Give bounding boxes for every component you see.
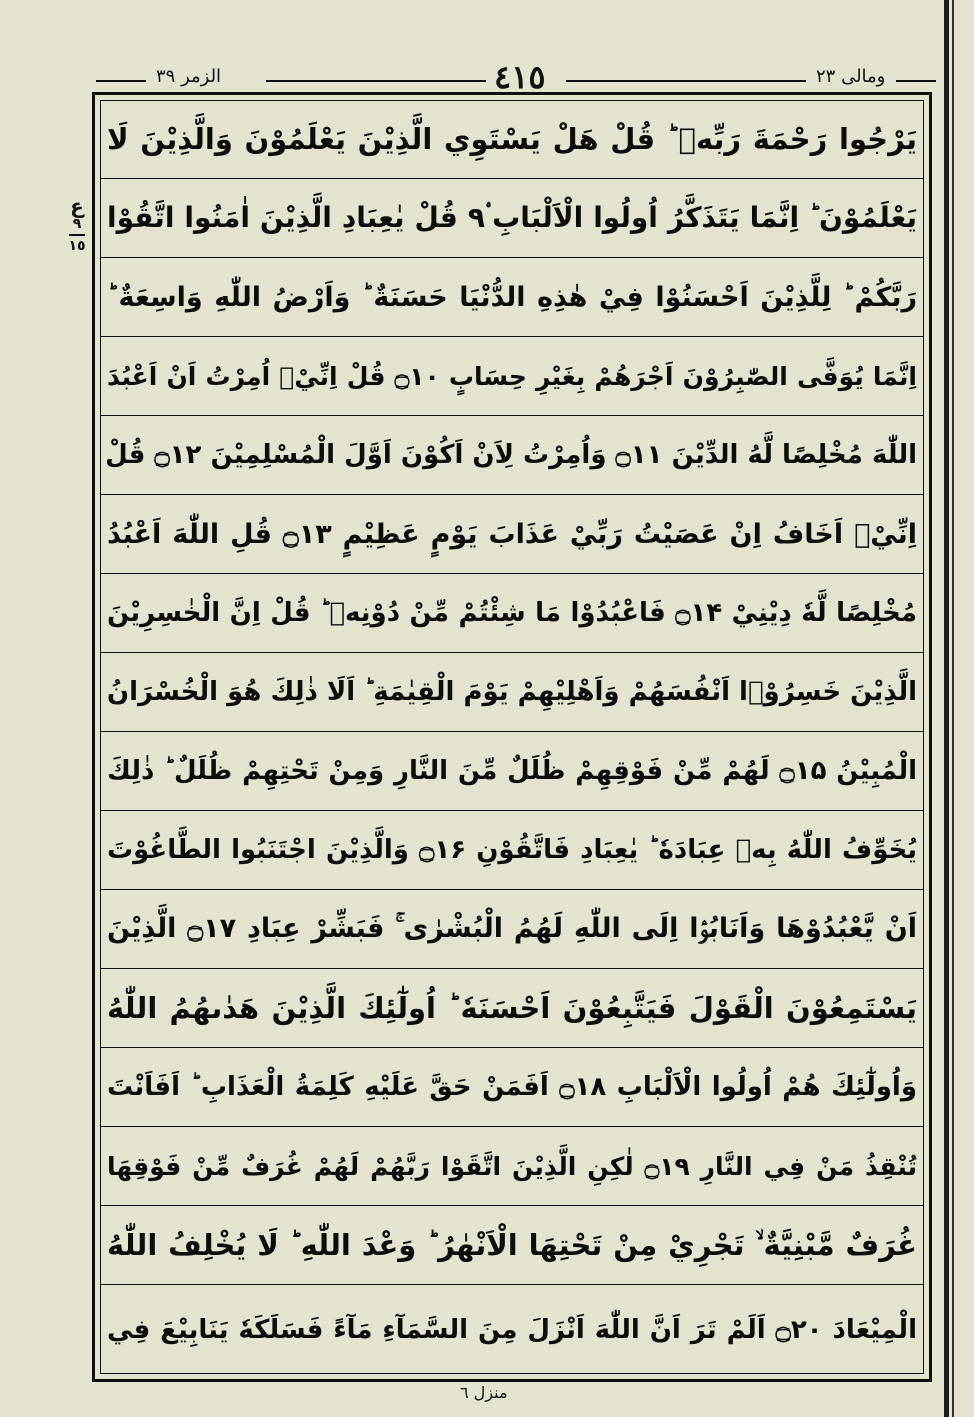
verse-lines [100,100,924,1374]
line-text: وَاُولٰٓئِكَ هُمْ اُولُوا الْاَلْبَابِ ۝۱۸ اَفَمَنْ حَقَّ عَلَيْهِ كَلِمَةُ الْعَذَابِ ؕ اَفَاَنْتَ [107,1072,917,1102]
binding-edge-thin [952,0,954,1417]
text-line [100,416,924,495]
text-line [100,732,924,811]
ruku-number: ٩ [72,216,82,232]
binding-edge [944,0,949,1417]
text-line [100,258,924,337]
text-line [100,653,924,732]
text-line [100,574,924,653]
ruku-symbol: ع [70,194,84,218]
text-line [100,100,924,179]
text-line [100,811,924,890]
line-text: الْمُبِيْنُ ۝۱۵ لَهُمْ مِّنْ فَوْقِهِمْ ظُلَلٌ مِّنَ النَّارِ وَمِنْ تَحْتِهِمْ ظُلَلٌ ؕ ذٰلِكَ [107,756,917,786]
manzil-label: منزل ٦ [460,1383,508,1402]
line-text: اِنَّمَا يُوَفَّى الصّٰبِرُوْنَ اَجْرَهُمْ بِغَيْرِ حِسَابٍ ۝۱۰ قُلْ اِنِّيْۤ اُمِرْتُ اَنْ اَعْبُدَ [107,361,917,391]
line-text: يُخَوِّفُ اللّٰهُ بِهٖ عِبَادَهٗ ؕ يٰعِبَادِ فَاتَّقُوْنِ ۝۱۶ وَالَّذِيْنَ اجْتَنَبُوا الطَّاغُوْتَ [107,835,917,865]
text-line [100,495,924,574]
line-text: الْمِيْعَادَ ۝۲۰ اَلَمْ تَرَ اَنَّ اللّٰهَ اَنْزَلَ مِنَ السَّمَآءِ مَآءً فَسَلَكَهٗ يَنَابِيْعَ فِي [107,1314,917,1345]
line-text: تُنْقِذُ مَنْ فِي النَّارِ ۝۱۹ لٰكِنِ الَّذِيْنَ اتَّقَوْا رَبَّهُمْ لَهُمْ غُرَفٌ مِّنْ فَوْقِهَا [107,1151,917,1181]
header-rule-right [896,80,936,82]
text-line [100,1048,924,1127]
line-text: اللّٰهَ مُخْلِصًا لَّهُ الدِّيْنَ ۝۱۱ وَاُمِرْتُ لِاَنْ اَكُوْنَ اَوَّلَ الْمُسْلِمِيْنَ ۝۱۲ قُلْ [105,440,917,470]
page-number: ٤١٥ [494,58,546,96]
text-line [100,1206,924,1285]
text-line [100,179,924,258]
ruku-divider [69,234,85,236]
line-text: الَّذِيْنَ خَسِرُوْۤا اَنْفُسَهُمْ وَاَهْلِيْهِمْ يَوْمَ الْقِيٰمَةِ ؕ اَلَا ذٰلِكَ هُوَ الْخُسْرَانُ [106,677,917,707]
header-rule-left [96,80,146,82]
line-text: اِنِّيْۤ اَخَافُ اِنْ عَصَيْتُ رَبِّيْ عَذَابَ يَوْمٍ عَظِيْمٍ ۝۱۳ قُلِ اللّٰهَ اَعْبُدُ [107,518,917,550]
line-text: يَعْلَمُوْنَ ؕ اِنَّمَا يَتَذَكَّرُ اُولُوا الْاَلْبَابِ ۟۹ قُلْ يٰعِبَادِ الَّذِيْنَ اٰمَنُوا اتَّقُوْا [107,201,917,234]
page-header [96,60,936,96]
text-line [100,1285,924,1374]
line-text: يَسْتَمِعُوْنَ الْقَوْلَ فَيَتَّبِعُوْنَ اَحْسَنَهٗ ؕ اُولٰٓئِكَ الَّذِيْنَ هَدٰىهُمُ اللّٰهُ [107,991,917,1025]
line-text: رَبَّكُمْ ؕ لِلَّذِيْنَ اَحْسَنُوْا فِيْ هٰذِهِ الدُّنْيَا حَسَنَةٌ ؕ وَاَرْضُ اللّٰهِ وَاسِعَةٌ ؕ [107,281,917,313]
text-line [100,890,924,969]
text-line [100,337,924,416]
line-text: اَنْ يَّعْبُدُوْهَا وَاَنَابُوْۤا اِلَى اللّٰهِ لَهُمُ الْبُشْرٰى ۚ فَبَشِّرْ عِبَادِ ۝۱۷ الَّذِيْنَ [107,913,917,944]
ruku-marker [64,196,90,266]
line-text: غُرَفٌ مَّبْنِيَّةٌ ۙ تَجْرِيْ مِنْ تَحْتِهَا الْاَنْهٰرُ ؕ وَعْدَ اللّٰهِ ؕ لَا يُخْلِفُ اللّٰهُ [107,1227,917,1262]
header-rule-middle-right [566,80,806,82]
line-text: يَرْجُوا رَحْمَةَ رَبِّهٖ ؕ قُلْ هَلْ يَسْتَوِي الَّذِيْنَ يَعْلَمُوْنَ وَالَّذِيْنَ لَا [107,122,917,156]
line-text: مُخْلِصًا لَّهٗ دِيْنِيْ ۝۱۴ فَاعْبُدُوْا مَا شِئْتُمْ مِّنْ دُوْنِهٖ ؕ قُلْ اِنَّ الْخٰسِرِيْنَ [107,598,918,628]
ruku-count: ١٥ [68,237,86,254]
text-line [100,969,924,1048]
surah-name: الزمر ٣٩ [156,66,222,87]
header-rule-middle-left [266,80,486,82]
para-name: ومالی ٢٣ [816,66,886,87]
text-line [100,1127,924,1206]
